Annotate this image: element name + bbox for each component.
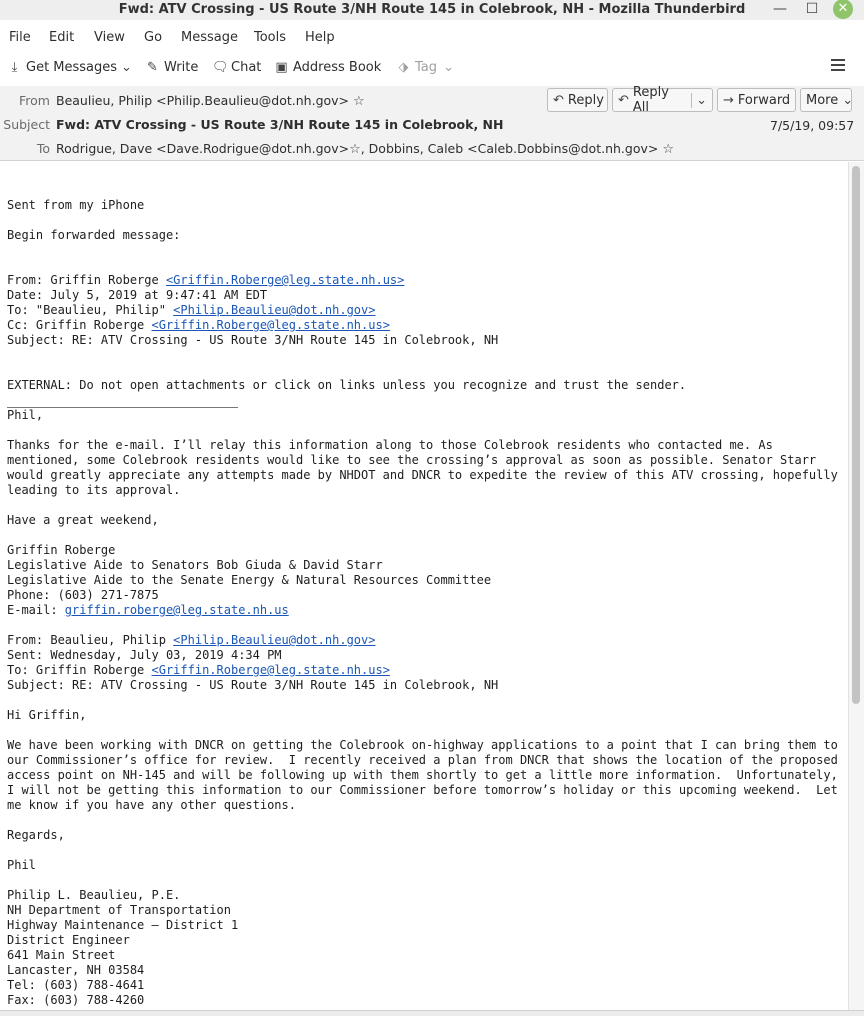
reply-label: Reply: [567, 92, 604, 108]
minimize-icon[interactable]: —: [773, 1, 787, 17]
text-line: leading to its approval.: [7, 483, 181, 497]
chevron-down-icon[interactable]: ⌄: [691, 93, 707, 108]
address-book-label: Address Book: [293, 60, 382, 75]
text-line: Highway Maintenance – District 1: [7, 918, 239, 932]
forward-icon: →: [723, 92, 734, 108]
chat-button[interactable]: [212, 60, 261, 75]
email-link[interactable]: <Philip.Beaulieu@dot.nh.gov>: [173, 633, 376, 647]
text-line: Phil,: [7, 408, 44, 422]
text-line: Sent from my iPhone: [7, 198, 145, 212]
text-line: E-mail:: [7, 603, 65, 617]
reply-button[interactable]: [547, 88, 608, 112]
get-messages-label: Get Messages: [26, 60, 118, 75]
email-link[interactable]: <Griffin.Roberge@leg.state.nh.us>: [165, 273, 405, 287]
text-line: Have a great weekend,: [7, 513, 159, 527]
text-line: Regards,: [7, 828, 65, 842]
message-body: [0, 162, 848, 1010]
subject-label: Subject: [3, 117, 50, 132]
to-value: [56, 141, 674, 157]
text-line: 641 Main Street: [7, 948, 116, 962]
menu-edit[interactable]: Edit: [49, 30, 75, 45]
text-line: Tel: (603) 788-4641: [7, 978, 145, 992]
reply-all-button[interactable]: [612, 85, 713, 115]
text-line: Phone: (603) 271-7875: [7, 588, 159, 602]
divider: [7, 407, 238, 408]
text-line: I will not be getting this information to our Commissioner before tomorrow’s holiday or this upcoming weekend. Let: [7, 783, 838, 797]
tag-label: Tag: [415, 60, 438, 75]
text-line: Subject: RE: ATV Crossing - US Route 3/NH Route 145 in Colebrook, NH: [7, 333, 499, 347]
address-book-icon: ▣: [275, 60, 288, 75]
chevron-down-icon: ⌄: [121, 60, 132, 75]
reply-icon: ↶: [553, 92, 564, 108]
status-bar: [0, 1010, 864, 1016]
text-line: District Engineer: [7, 933, 130, 947]
text-line: To: "Beaulieu, Philip": [7, 303, 174, 317]
main-toolbar: [0, 55, 864, 83]
star-icon[interactable]: ☆: [662, 142, 674, 157]
address-book-button[interactable]: [274, 60, 381, 75]
text-line: Legislative Aide to Senators Bob Giuda & David Starr: [7, 558, 383, 572]
write-label: Write: [164, 60, 199, 75]
from-label: From: [19, 93, 50, 108]
pencil-icon: ✎: [147, 60, 158, 75]
download-icon: ⤓: [11, 60, 18, 75]
text-line: From: Beaulieu, Philip: [7, 633, 174, 647]
recipient-2[interactable]: , Dobbins, Caleb <Caleb.Dobbins@dot.nh.gov>: [360, 141, 659, 156]
text-line: would greatly appreciate any attempts made by NHDOT and DNCR to expedite the review of this ATV crossing, hopefully: [7, 468, 838, 482]
scrollbar-thumb[interactable]: [852, 166, 860, 704]
window-title: Fwd: ATV Crossing - US Route 3/NH Route 145 in Colebrook, NH - Mozilla Thunderbird: [118, 2, 746, 17]
title-bar: [0, 0, 864, 20]
text-line: Hi Griffin,: [7, 708, 87, 722]
get-messages-button[interactable]: [7, 60, 117, 75]
text-line: Philip L. Beaulieu, P.E.: [7, 888, 181, 902]
more-button[interactable]: [800, 88, 852, 112]
menu-go[interactable]: Go: [144, 30, 163, 45]
text-line: Griffin Roberge: [7, 543, 116, 557]
message-scrollbar[interactable]: [848, 162, 864, 1010]
message-date: 7/5/19, 09:57: [770, 118, 855, 133]
maximize-icon[interactable]: ☐: [805, 1, 819, 17]
from-value[interactable]: [56, 93, 365, 109]
text-line: access point on NH-145 and will be following up with them shortly to get a little more information. Unfortunately,: [7, 768, 838, 782]
close-icon[interactable]: ✕: [833, 0, 853, 19]
menu-tools[interactable]: Tools: [254, 30, 287, 45]
external-warning: EXTERNAL: Do not open attachments or click on links unless you recognize and trust the sender.: [7, 378, 687, 392]
star-icon[interactable]: ☆: [349, 142, 361, 157]
to-label: To: [36, 141, 50, 156]
email-link[interactable]: griffin.roberge@leg.state.nh.us: [64, 603, 289, 617]
message-header: [0, 86, 864, 161]
text-line: Legislative Aide to the Senate Energy & Natural Resources Committee: [7, 573, 492, 587]
text-line: me know if you have any other questions.: [7, 798, 296, 812]
reply-all-icon: ↶: [618, 92, 629, 108]
chevron-down-icon: ⌄: [842, 92, 854, 108]
star-icon[interactable]: ☆: [353, 94, 365, 109]
text-line: Cc: Griffin Roberge: [7, 318, 152, 332]
subject-value: Fwd: ATV Crossing - US Route 3/NH Route 145 in Colebrook, NH: [56, 117, 504, 132]
from-address[interactable]: Beaulieu, Philip <Philip.Beaulieu@dot.nh.gov>: [56, 93, 350, 108]
email-link[interactable]: <Griffin.Roberge@leg.state.nh.us>: [151, 318, 390, 332]
text-line: We have been working with DNCR on getting the Colebrook on-highway applications to a point that I can bring them to: [7, 738, 838, 752]
text-line: From: Griffin Roberge: [7, 273, 166, 287]
recipient-1[interactable]: Rodrigue, Dave <Dave.Rodrigue@dot.nh.gov>: [56, 141, 350, 156]
menu-view[interactable]: View: [94, 30, 125, 45]
write-button[interactable]: [145, 60, 198, 75]
chat-bubble-icon: 🗨: [212, 60, 229, 75]
text-line: NH Department of Transportation: [7, 903, 231, 917]
text-line: our Commissioner’s office for review. I recently received a plan from DNCR that shows the location of the proposed: [7, 753, 838, 767]
email-link[interactable]: <Griffin.Roberge@leg.state.nh.us>: [151, 663, 390, 677]
reply-all-label: Reply All: [632, 85, 669, 115]
menu-message[interactable]: Message: [181, 30, 238, 45]
menu-help[interactable]: Help: [305, 30, 335, 45]
text-line: mentioned, some Colebrook residents would like to see the crossing’s approval as soon as possible. Senator Starr: [7, 453, 817, 467]
message-text: [7, 198, 838, 1008]
menu-file[interactable]: File: [9, 30, 31, 45]
menu-bar: [0, 27, 864, 49]
text-line: Begin forwarded message:: [7, 228, 181, 242]
forward-button[interactable]: [717, 88, 796, 112]
app-menu-icon[interactable]: [831, 59, 845, 71]
forward-label: Forward: [737, 92, 791, 108]
tag-icon: ⬗: [398, 60, 409, 75]
text-line: Subject: RE: ATV Crossing - US Route 3/NH Route 145 in Colebrook, NH: [7, 678, 499, 692]
text-line: Fax: (603) 788-4260: [7, 993, 145, 1007]
text-line: Thanks for the e-mail. I’ll relay this information along to those Colebrook residents who contacted me. As: [7, 438, 773, 452]
more-label: More: [806, 92, 839, 108]
get-messages-dropdown[interactable]: [119, 60, 134, 75]
tag-button[interactable]: [396, 60, 456, 75]
email-link[interactable]: <Philip.Beaulieu@dot.nh.gov>: [173, 303, 376, 317]
text-line: Lancaster, NH 03584: [7, 963, 145, 977]
chevron-down-icon: ⌄: [443, 60, 454, 75]
text-line: Date: July 5, 2019 at 9:47:41 AM EDT: [7, 288, 268, 302]
text-line: To: Griffin Roberge: [7, 663, 152, 677]
text-line: Phil: [7, 858, 36, 872]
chat-label: Chat: [231, 60, 262, 75]
text-line: Sent: Wednesday, July 03, 2019 4:34 PM: [7, 648, 282, 662]
